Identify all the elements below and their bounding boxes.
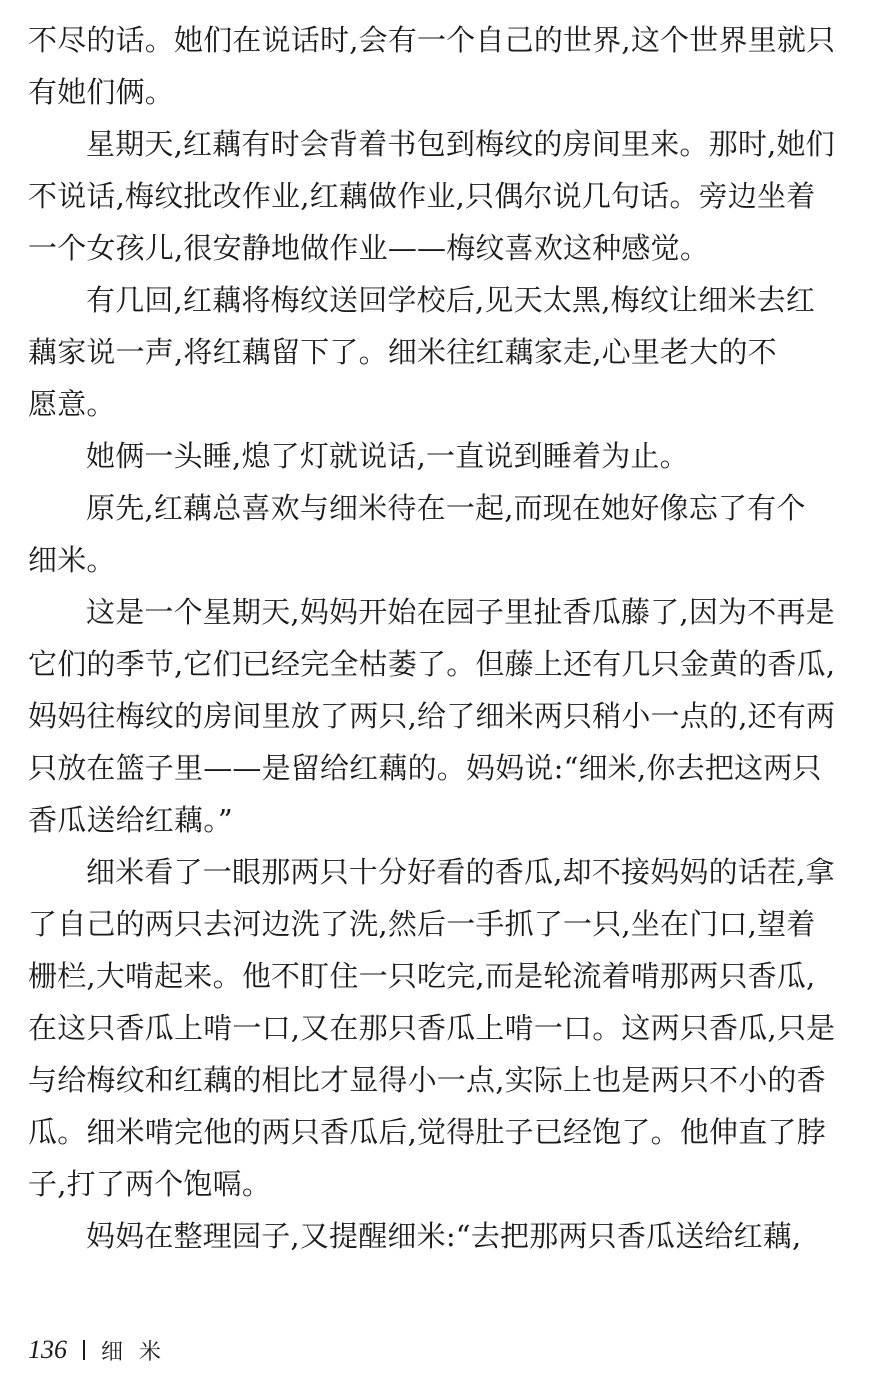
- text-line: 原先,红藕总喜欢与细米待在一起,而现在她好像忘了有个: [86, 491, 806, 525]
- text-line: 妈妈往梅纹的房间里放了两只,给了细米两只稍小一点的,还有两: [28, 699, 836, 733]
- text-line: 栅栏,大啃起来。他不盯住一只吃完,而是轮流着啃那两只香瓜,: [28, 959, 816, 993]
- text-line: 只放在篮子里——是留给红藕的。妈妈说:“细米,你去把这两只: [28, 751, 822, 785]
- text-line: 藕家说一声,将红藕留下了。细米往红藕家走,心里老大的不: [28, 335, 777, 369]
- text-line: 它们的季节,它们已经完全枯萎了。但藤上还有几只金黄的香瓜,: [28, 647, 836, 681]
- text-line: 这是一个星期天,妈妈开始在园子里扯香瓜藤了,因为不再是: [86, 595, 835, 629]
- text-line: 香瓜送给红藕。”: [28, 803, 233, 837]
- text-line: 她俩一头睡,熄了灯就说话,一直说到睡着为止。: [86, 439, 689, 473]
- text-line: 细米看了一眼那两只十分好看的香瓜,却不接妈妈的话茬,拿: [86, 855, 835, 889]
- text-line: 有几回,红藕将梅纹送回学校后,见天太黑,梅纹让细米去红: [86, 283, 816, 317]
- page-number: 136: [28, 1335, 67, 1364]
- text-line: 在这只香瓜上啃一口,又在那只香瓜上啃一口。这两只香瓜,只是: [28, 1011, 836, 1045]
- book-title: 细米: [101, 1339, 178, 1365]
- text-line: 星期天,红藕有时会背着书包到梅纹的房间里来。那时,她们: [86, 127, 835, 161]
- text-line: 一个女孩儿,很安静地做作业——梅纹喜欢这种感觉。: [28, 231, 710, 265]
- footer-divider: [83, 1340, 85, 1360]
- text-line: 有她们俩。: [28, 75, 175, 109]
- text-line: 愿意。: [28, 387, 116, 421]
- text-line: 了自己的两只去河边洗了洗,然后一手抓了一只,坐在门口,望着: [28, 907, 816, 941]
- text-line: 不尽的话。她们在说话时,会有一个自己的世界,这个世界里就只: [28, 23, 836, 57]
- page-body: [28, 14, 844, 1262]
- text-line: 不说话,梅纹批改作业,红藕做作业,只偶尔说几句话。旁边坐着: [28, 179, 816, 213]
- text-line: 子,打了两个饱嗝。: [28, 1167, 272, 1201]
- text-line: 与给梅纹和红藕的相比才显得小一点,实际上也是两只不小的香: [28, 1063, 826, 1097]
- page-footer: [28, 1330, 177, 1370]
- text-line: 瓜。细米啃完他的两只香瓜后,觉得肚子已经饱了。他伸直了脖: [28, 1115, 826, 1149]
- text-line: 妈妈在整理园子,又提醒细米:“去把那两只香瓜送给红藕,: [86, 1219, 802, 1253]
- text-line: 细米。: [28, 543, 116, 577]
